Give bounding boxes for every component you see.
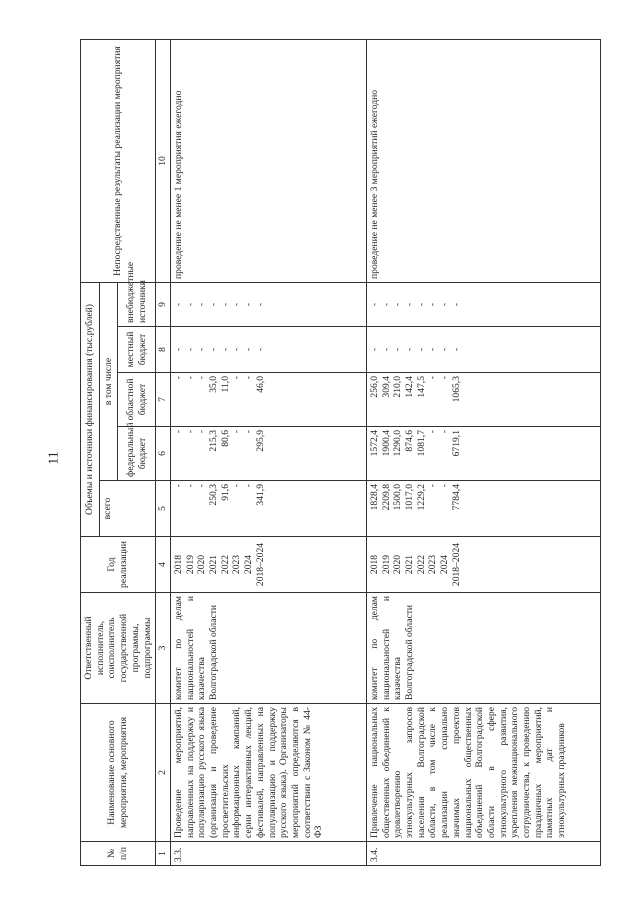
measure-name: Привлечение национальных общественных объединений к удовлетворению этнокультурных запросов населения Волгоградской области, в том числе к реализации социально значимых проектов национальных общественных объединений Волгоградской области в сфере этнокультурного развития, укрепления межнационального сотрудничества, к проведению праздничных мероприятий, памятных дат и этнокультурных праздников	[366, 704, 600, 842]
total-cell	[170, 481, 366, 537]
value: -	[415, 347, 427, 352]
value: -	[243, 376, 255, 380]
executor: комитет по делам национальностей и казачества Волгоградской области	[170, 593, 366, 704]
extrabudget-cell	[366, 282, 600, 326]
value: -	[172, 302, 184, 307]
col-number: 3	[156, 593, 171, 704]
value: -	[184, 376, 196, 380]
col-number: 6	[156, 427, 171, 481]
year: 2018	[172, 554, 184, 575]
value: -	[368, 302, 380, 307]
header-total: всего	[100, 481, 156, 537]
regional-cell	[366, 373, 600, 427]
regional-cell	[170, 373, 366, 427]
value: 1081,7	[415, 430, 427, 457]
value: -	[392, 302, 404, 307]
value: -	[196, 484, 208, 488]
col-number: 1	[156, 842, 171, 866]
value: -	[439, 484, 451, 488]
column-numbers-row	[156, 39, 171, 865]
value: -	[196, 302, 208, 307]
header-regional: областной бюджет	[118, 373, 156, 427]
year: 2018	[368, 554, 380, 575]
col-number: 4	[156, 537, 171, 593]
total-cell	[366, 481, 600, 537]
value: -	[243, 430, 255, 434]
col-number: 2	[156, 704, 171, 842]
value: 256,0	[368, 376, 380, 398]
value: -	[184, 484, 196, 488]
header-funding: Объемы и источники финансирования (тыс.рублей)	[81, 282, 100, 536]
years-cell	[170, 537, 366, 593]
year: 2019	[184, 554, 196, 575]
value: -	[427, 376, 439, 380]
value: -	[219, 302, 231, 307]
value: -	[208, 347, 220, 352]
value: 250,3	[208, 484, 220, 506]
value: 142,4	[404, 376, 416, 398]
value: -	[404, 347, 416, 352]
year: 2020	[196, 554, 208, 575]
value: -	[172, 484, 184, 488]
value: 7784,4	[450, 484, 462, 511]
local-cell	[366, 327, 600, 373]
value: -	[392, 347, 404, 352]
value: -	[231, 484, 243, 488]
value: -	[439, 302, 451, 307]
year: 2023	[427, 554, 439, 575]
value: 295,9	[254, 430, 266, 452]
value: -	[172, 347, 184, 352]
value: 91,6	[219, 484, 231, 501]
row-number: 3.3.	[170, 842, 366, 866]
value: 1229,2	[415, 484, 427, 511]
header-result: Непосредственные результаты реализации мероприятия	[81, 39, 156, 282]
header-year: Год реализации	[81, 537, 156, 593]
value: -	[219, 347, 231, 352]
year: 2021	[208, 554, 220, 575]
col-number: 7	[156, 373, 171, 427]
col-number: 5	[156, 481, 171, 537]
value: -	[439, 430, 451, 434]
value: -	[231, 376, 243, 380]
header-federal: федеральный бюджет	[118, 427, 156, 481]
value: 874,6	[404, 430, 416, 452]
value: -	[254, 347, 266, 352]
value: -	[427, 430, 439, 434]
value: 1065,3	[450, 376, 462, 403]
local-cell	[170, 327, 366, 373]
value: -	[231, 302, 243, 307]
value: -	[231, 430, 243, 434]
value: -	[243, 484, 255, 488]
header-executor: Ответственный исполнитель, соисполнитель государственной программы, подпрограммы	[81, 593, 156, 704]
value: -	[368, 347, 380, 352]
value: -	[243, 302, 255, 307]
extrabudget-cell	[170, 282, 366, 326]
value: -	[254, 302, 266, 307]
value: 11,0	[219, 376, 231, 393]
value: -	[184, 430, 196, 434]
value: -	[427, 484, 439, 488]
value: -	[231, 347, 243, 352]
value: -	[184, 302, 196, 307]
table-row	[366, 39, 600, 865]
value: 147,5	[415, 376, 427, 398]
row-number: 3.4.	[366, 842, 600, 866]
year: 2022	[219, 554, 231, 575]
page-number: 11	[46, 451, 62, 465]
value: 210,0	[392, 376, 404, 398]
value: 6719,1	[450, 430, 462, 457]
executor: комитет по делам национальностей и казачества Волгоградской области	[366, 593, 600, 704]
value: -	[184, 347, 196, 352]
year: 2020	[392, 554, 404, 575]
federal-cell	[366, 427, 600, 481]
value: 1572,4	[368, 430, 380, 457]
value: 1500,0	[392, 484, 404, 511]
year: 2018–2024	[450, 542, 462, 587]
result: проведение не менее 3 мероприятий ежегодно	[366, 39, 600, 282]
year: 2021	[404, 554, 416, 575]
federal-cell	[170, 427, 366, 481]
value: -	[439, 347, 451, 352]
value: 1017,0	[404, 484, 416, 511]
value: 215,3	[208, 430, 220, 452]
year: 2024	[243, 554, 255, 575]
header-local: местный бюджет	[118, 327, 156, 373]
value: -	[415, 302, 427, 307]
value: -	[380, 302, 392, 307]
value: 1900,4	[380, 430, 392, 457]
header-including: в том числе	[100, 282, 118, 480]
value: 80,6	[219, 430, 231, 447]
funding-table	[80, 39, 601, 866]
value: -	[427, 347, 439, 352]
value: 1290,0	[392, 430, 404, 457]
value: -	[243, 347, 255, 352]
year: 2024	[439, 554, 451, 575]
year: 2019	[380, 554, 392, 575]
value: 2209,8	[380, 484, 392, 511]
years-cell	[366, 537, 600, 593]
year: 2022	[415, 554, 427, 575]
value: 46,0	[254, 376, 266, 393]
value: -	[380, 347, 392, 352]
value: -	[172, 376, 184, 380]
value: -	[196, 430, 208, 434]
value: -	[196, 376, 208, 380]
measure-name: Проведение мероприятий, направленных на поддержку и популяризацию русского языка (организация и проведение просветительских информационных кампаний, серии интерактивных лекций, фестивалей, направленных на популяризацию и поддержку русского языка). Организаторы мероприятий определяются в соответствии с Законом № 44-ФЗ	[170, 704, 366, 842]
header-extrabudget: внебюджетные источники	[118, 282, 156, 326]
value: 35,0	[208, 376, 220, 393]
value: -	[450, 302, 462, 307]
col-number: 8	[156, 327, 171, 373]
table-row	[170, 39, 366, 865]
value: -	[450, 347, 462, 352]
value: -	[172, 430, 184, 434]
header-name: Наименование основного мероприятия, мероприятия	[81, 704, 156, 842]
col-number: 10	[156, 39, 171, 282]
value: -	[208, 302, 220, 307]
value: -	[427, 302, 439, 307]
value: 309,4	[380, 376, 392, 398]
value: -	[404, 302, 416, 307]
year: 2018–2024	[254, 542, 266, 587]
header-num: № п/п	[81, 842, 156, 866]
value: -	[196, 347, 208, 352]
result: проведение не менее 1 мероприятия ежегодно	[170, 39, 366, 282]
value: 341,9	[254, 484, 266, 506]
value: 1828,4	[368, 484, 380, 511]
year: 2023	[231, 554, 243, 575]
value: -	[439, 376, 451, 380]
rotated-table-container	[80, 40, 601, 866]
col-number: 9	[156, 282, 171, 326]
